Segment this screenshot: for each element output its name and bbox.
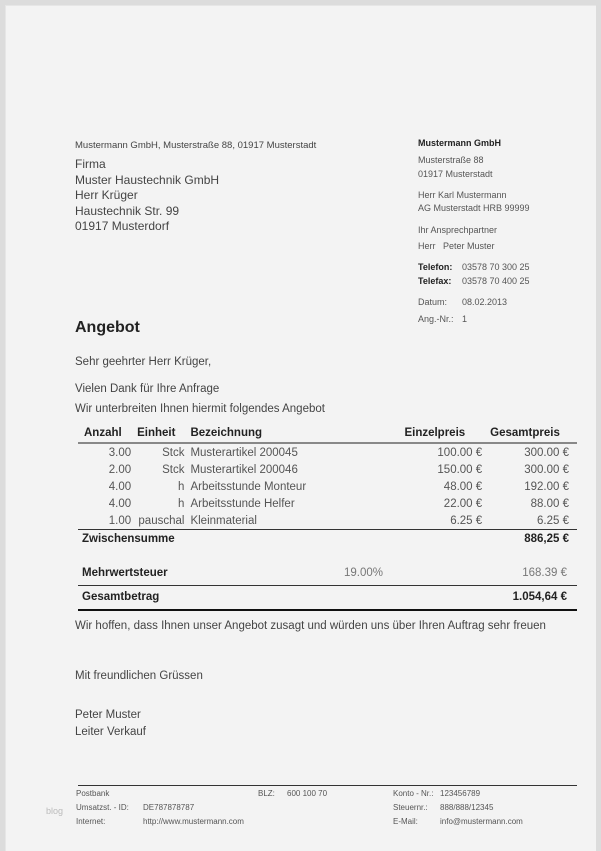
col-header-quantity: Anzahl — [78, 424, 131, 443]
footer-account-label: Konto - Nr.: — [393, 789, 434, 798]
subtotal-value: 886,25 € — [490, 530, 577, 548]
document-page — [5, 5, 596, 851]
col-header-total-price: Gesamtpreis — [490, 424, 577, 443]
col-header-unit: Einheit — [131, 424, 184, 443]
footer-vat-label: Umsatzst. - ID: — [76, 803, 129, 812]
col-header-description: Bezeichnung — [184, 424, 404, 443]
subtotal-label: Zwischensumme — [78, 530, 490, 548]
fax-value: 03578 70 400 25 — [462, 276, 530, 286]
offer-number-label: Ang.-Nr.: — [418, 314, 454, 324]
company-street: Musterstraße 88 — [418, 155, 484, 165]
vat-label: Mehrwertsteuer — [82, 567, 168, 579]
recipient-line: 01917 Musterdorf — [75, 219, 170, 233]
footer-divider — [78, 785, 577, 786]
divider-thick — [78, 609, 577, 611]
grand-total-row — [78, 591, 577, 607]
closing-text: Wir hoffen, dass Ihnen unser Angebot zusagt und würden uns über Ihren Auftrag sehr freuen — [75, 620, 546, 632]
cell-quantity: 4.00 — [108, 480, 132, 493]
recipient-line: Herr Krüger — [75, 188, 138, 202]
cell-total: 88.00 € — [530, 497, 569, 510]
intro-text-2: Wir unterbreiten Ihnen hiermit folgendes Angebot — [75, 403, 325, 415]
footer-web-link[interactable]: http://www.mustermann.com — [143, 817, 244, 826]
vat-row — [78, 567, 577, 583]
fax-row — [418, 276, 530, 286]
phone-value: 03578 70 300 25 — [462, 262, 530, 272]
cell-unit: pauschal — [138, 514, 185, 527]
date-label: Datum: — [418, 297, 448, 307]
cell-unit-price: 48.00 € — [443, 480, 483, 493]
cell-description: Musterartikel 200046 — [190, 463, 298, 476]
footer-web-label: Internet: — [76, 817, 106, 826]
phone-row — [418, 262, 530, 272]
sender-return-line: Mustermann GmbH, Musterstraße 88, 01917 Musterstadt — [75, 140, 317, 151]
footer-blz-value: 600 100 70 — [287, 789, 328, 798]
cell-description: Arbeitsstunde Helfer — [190, 497, 295, 510]
table-row — [78, 478, 577, 495]
footer-tax-no-value: 888/888/12345 — [440, 803, 494, 812]
footer-bank-label: Postbank — [76, 789, 110, 798]
footer-tax-no-label: Steuernr.: — [393, 803, 428, 812]
footer-blz-label: BLZ: — [258, 789, 275, 798]
signature-title: Leiter Verkauf — [75, 726, 146, 738]
grand-total-value: 1.054,64 € — [512, 591, 567, 603]
contact-label: Ihr Ansprechpartner — [418, 225, 498, 235]
greeting: Mit freundlichen Grüssen — [75, 670, 203, 682]
cell-quantity: 1.00 — [108, 514, 132, 527]
cell-unit-price: 150.00 € — [437, 463, 483, 476]
recipient-line: Firma — [75, 157, 106, 171]
cell-description: Musterartikel 200045 — [190, 446, 298, 459]
company-register: AG Musterstadt HRB 99999 — [418, 203, 530, 213]
table-row — [78, 495, 577, 512]
footer-vat-value: DE787878787 — [143, 803, 195, 812]
footer-email-link[interactable]: info@mustermann.com — [440, 817, 523, 826]
offer-items-table — [78, 424, 577, 547]
cell-unit: Stck — [162, 463, 185, 476]
cell-total: 192.00 € — [524, 480, 569, 493]
cell-quantity: 3.00 — [108, 446, 132, 459]
vat-rate: 19.00% — [344, 567, 384, 579]
cell-total: 300.00 € — [524, 446, 569, 459]
table-row — [78, 443, 577, 461]
cell-quantity: 4.00 — [108, 497, 132, 510]
company-city: 01917 Musterstadt — [418, 169, 493, 179]
cell-unit-price: 6.25 € — [450, 514, 483, 527]
footer-email-label: E-Mail: — [393, 817, 418, 826]
salutation: Sehr geehrter Herr Krüger, — [75, 356, 212, 368]
recipient-line: Muster Haustechnik GmbH — [75, 172, 220, 187]
grand-total-label: Gesamtbetrag — [82, 591, 160, 603]
col-header-unit-price: Einzelpreis — [404, 424, 490, 443]
cell-unit-price: 22.00 € — [443, 497, 483, 510]
divider — [78, 585, 577, 586]
recipient-line: Haustechnik Str. 99 — [75, 203, 180, 218]
cell-total: 6.25 € — [537, 514, 569, 527]
subtotal-row — [78, 530, 577, 548]
cell-unit-price: 100.00 € — [437, 446, 483, 459]
cell-quantity: 2.00 — [108, 463, 132, 476]
cell-unit: h — [178, 480, 185, 493]
watermark: blog — [46, 806, 64, 816]
date-row — [418, 297, 507, 307]
cell-unit: h — [178, 497, 185, 510]
table-header-row — [78, 424, 577, 443]
cell-description: Arbeitsstunde Monteur — [190, 480, 307, 493]
footer-account-value: 123456789 — [440, 789, 481, 798]
table-row — [78, 512, 577, 530]
contact-name: Herr Peter Muster — [418, 241, 495, 251]
offer-number-value: 1 — [462, 314, 468, 324]
vat-amount: 168.39 € — [522, 567, 567, 579]
phone-label: Telefon: — [418, 262, 453, 272]
company-ceo: Herr Karl Mustermann — [418, 190, 507, 200]
recipient-address — [75, 157, 219, 235]
intro-text-1: Vielen Dank für Ihre Anfrage — [75, 383, 220, 395]
offer-number-row — [418, 314, 467, 324]
fax-label: Telefax: — [418, 276, 452, 286]
document-title: Angebot — [75, 319, 140, 336]
cell-total: 300.00 € — [524, 463, 569, 476]
cell-description: Kleinmaterial — [190, 514, 257, 527]
table-row — [78, 461, 577, 478]
signature-name: Peter Muster — [75, 709, 141, 721]
date-value: 08.02.2013 — [462, 297, 508, 307]
cell-unit: Stck — [162, 446, 185, 459]
company-name: Mustermann GmbH — [418, 138, 502, 148]
